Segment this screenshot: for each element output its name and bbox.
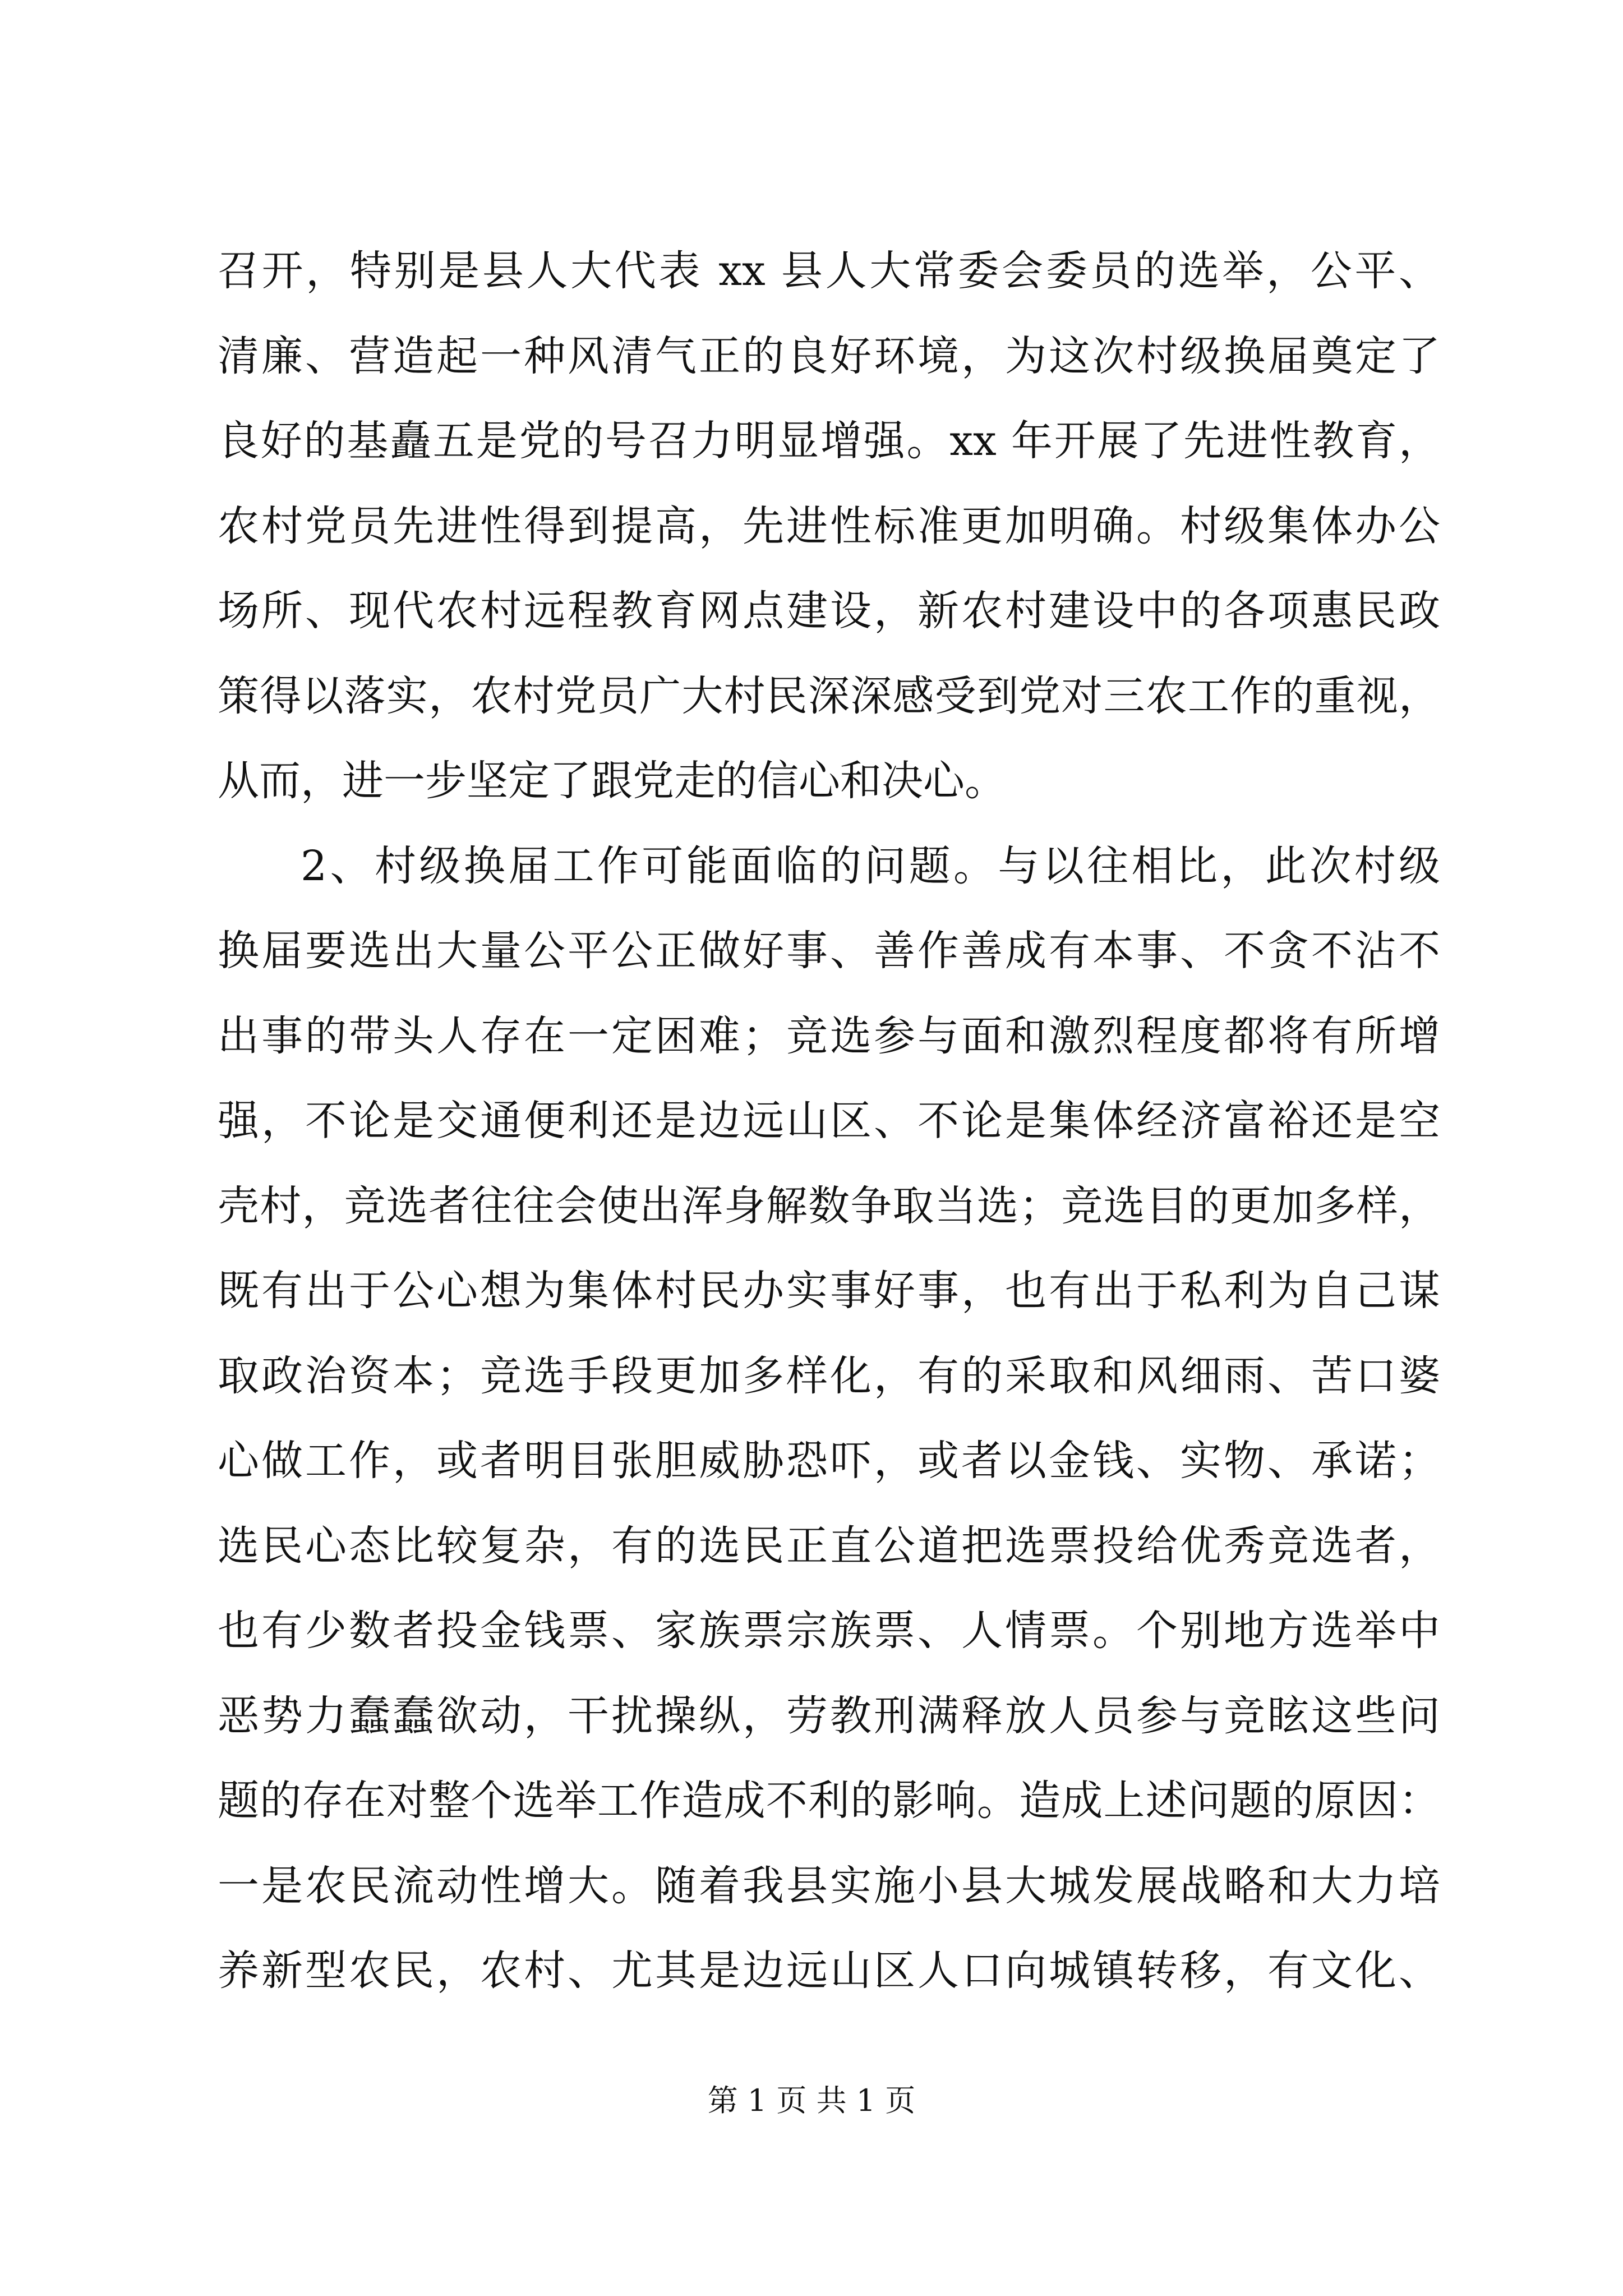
text-line: 既有出于公心想为集体村民办实事好事，也有出于私利为自己谋 — [218, 1267, 1440, 1315]
text-line: 策得以落实，农村党员广大村民深深感受到党对三农工作的重视， — [218, 671, 1440, 720]
page-footer — [0, 2081, 1623, 2120]
text-line: 强，不论是交通便利还是边远山区、不论是集体经济富裕还是空 — [218, 1097, 1440, 1145]
text-line: 题的存在对整个选举工作造成不利的影响。造成上述问题的原因： — [218, 1777, 1440, 1825]
text-line: 农村党员先进性得到提高，先进性标准更加明确。村级集体办公 — [218, 501, 1440, 550]
text-line: 一是农民流动性增大。随着我县实施小县大城发展战略和大力培 — [218, 1861, 1440, 1910]
text-line: 取政治资本；竞选手段更加多样化，有的采取和风细雨、苦口婆 — [218, 1351, 1440, 1400]
text-line: 壳村，竞选者往往会使出浑身解数争取当选；竞选目的更加多样， — [218, 1181, 1440, 1230]
paragraph-first-line: 2、村级换届工作可能面临的问题。与以往相比，此次村级 — [301, 841, 1440, 890]
text-line: 选民心态比较复杂，有的选民正直公道把选票投给优秀竞选者， — [218, 1521, 1440, 1570]
text-line: 养新型农民，农村、尤其是边远山区人口向城镇转移，有文化、 — [218, 1947, 1440, 1995]
text-line: 良好的基矗五是党的号召力明显增强。xx 年开展了先进性教育， — [218, 417, 1440, 465]
text-line: 换届要选出大量公平公正做好事、善作善成有本事、不贪不沾不 — [218, 927, 1440, 975]
text-line: 召开，特别是县人大代表 xx 县人大常委会委员的选举，公平、 — [218, 247, 1440, 295]
text-line: 也有少数者投金钱票、家族票宗族票、人情票。个别地方选举中 — [218, 1607, 1440, 1655]
document-body — [218, 229, 1440, 2014]
text-line: 心做工作，或者明目张胆威胁恐吓，或者以金钱、实物、承诺； — [218, 1437, 1440, 1485]
text-line: 出事的带头人存在一定困难；竞选参与面和激烈程度都将有所增 — [218, 1011, 1440, 1060]
text-line: 从而，进一步坚定了跟党走的信心和决心。 — [218, 757, 1006, 805]
page-number: 第 1 页 共 1 页 — [707, 2083, 916, 2118]
text-line: 场所、现代农村远程教育网点建设，新农村建设中的各项惠民政 — [218, 587, 1440, 635]
text-line: 清廉、营造起一种风清气正的良好环境，为这次村级换届奠定了 — [218, 332, 1440, 380]
text-line: 恶势力蠢蠢欲动，干扰操纵，劳教刑满释放人员参与竞眩这些问 — [218, 1691, 1440, 1740]
